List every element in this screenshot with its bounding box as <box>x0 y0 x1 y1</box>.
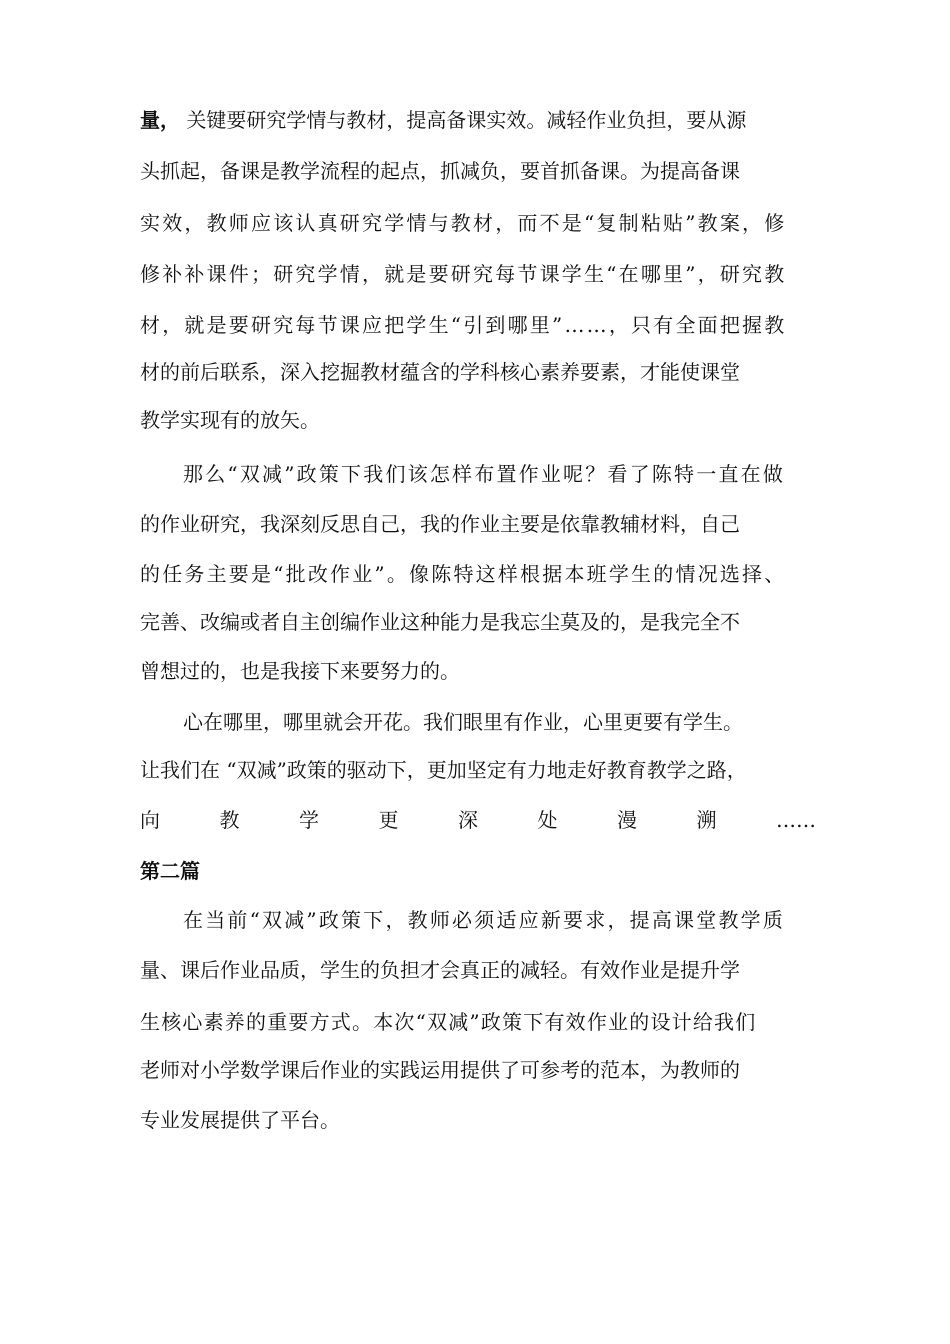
spread-char: 处 <box>537 808 558 832</box>
text-line <box>140 106 816 134</box>
text-line: 量、课后作业品质，学生的负担才会真正的减轻。有效作业是提升学 <box>140 958 740 982</box>
text-line: 材的前后联系，深入挖掘教材蕴含的学科核心素养要素，才能使课堂 <box>140 360 740 384</box>
text-line: 教学实现有的放矢。 <box>140 408 320 432</box>
spread-char: 学 <box>299 808 319 832</box>
spread-char: 教 <box>219 808 240 832</box>
text-line: 的作业研究，我深刻反思自己，我的作业主要是依靠教辅材料，自己 <box>140 512 740 536</box>
text-line: 让我们在 “双减”政策的驱动下，更加坚定有力地走好教育教学之路， <box>140 758 747 782</box>
text-line: 生核心素养的重要方式。本次“双减”政策下有效作业的设计给我们 <box>140 1010 757 1034</box>
text-line: 头抓起，备课是教学流程的起点，抓减负，要首抓备课。为提高备课 <box>140 159 740 183</box>
spread-char: 漫 <box>617 808 637 832</box>
line-text: 关键要研究学情与教材，提高备课实效。减轻作业负担，要从源 <box>180 108 747 132</box>
text-line: 曾想过的，也是我接下来要努力的。 <box>140 659 460 683</box>
spread-char: 深 <box>458 808 478 832</box>
section-heading: 第二篇 <box>140 859 200 883</box>
spread-char: 溯 <box>696 808 717 832</box>
text-line: 完善、改编或者自主创编作业这种能力是我忘尘莫及的，是我完全不 <box>140 610 740 634</box>
text-line: 材，就是要研究每节课应把学生“引到哪里”……，只有全面把握教 <box>140 313 787 337</box>
spread-char: 向 <box>140 808 160 832</box>
text-line: 心在哪里，哪里就会开花。我们眼里有作业，心里更要有学生。 <box>183 710 743 734</box>
spread-char: 更 <box>378 808 399 832</box>
text-line: 实效，教师应该认真研究学情与教材，而不是“复制粘贴”教案，修 <box>140 211 787 235</box>
bold-lead: 量， <box>140 108 180 132</box>
text-line: 在当前“双减”政策下，教师必须适应新要求，提高课堂教学质 <box>183 908 786 932</box>
text-line-spread <box>140 806 816 834</box>
text-line: 修补补课件；研究学情，就是要研究每节课学生“在哪里”，研究教 <box>140 262 787 286</box>
text-line: 专业发展提供了平台。 <box>140 1108 340 1132</box>
text-line: 那么“双减”政策下我们该怎样布置作业呢？看了陈特一直在做 <box>183 462 786 486</box>
text-line: 老师对小学数学课后作业的实践运用提供了可参考的范本，为教师的 <box>140 1058 740 1082</box>
spread-char: …… <box>776 808 816 832</box>
text-line: 的任务主要是“批改作业”。像陈特这样根据本班学生的情况选择、 <box>140 562 787 586</box>
